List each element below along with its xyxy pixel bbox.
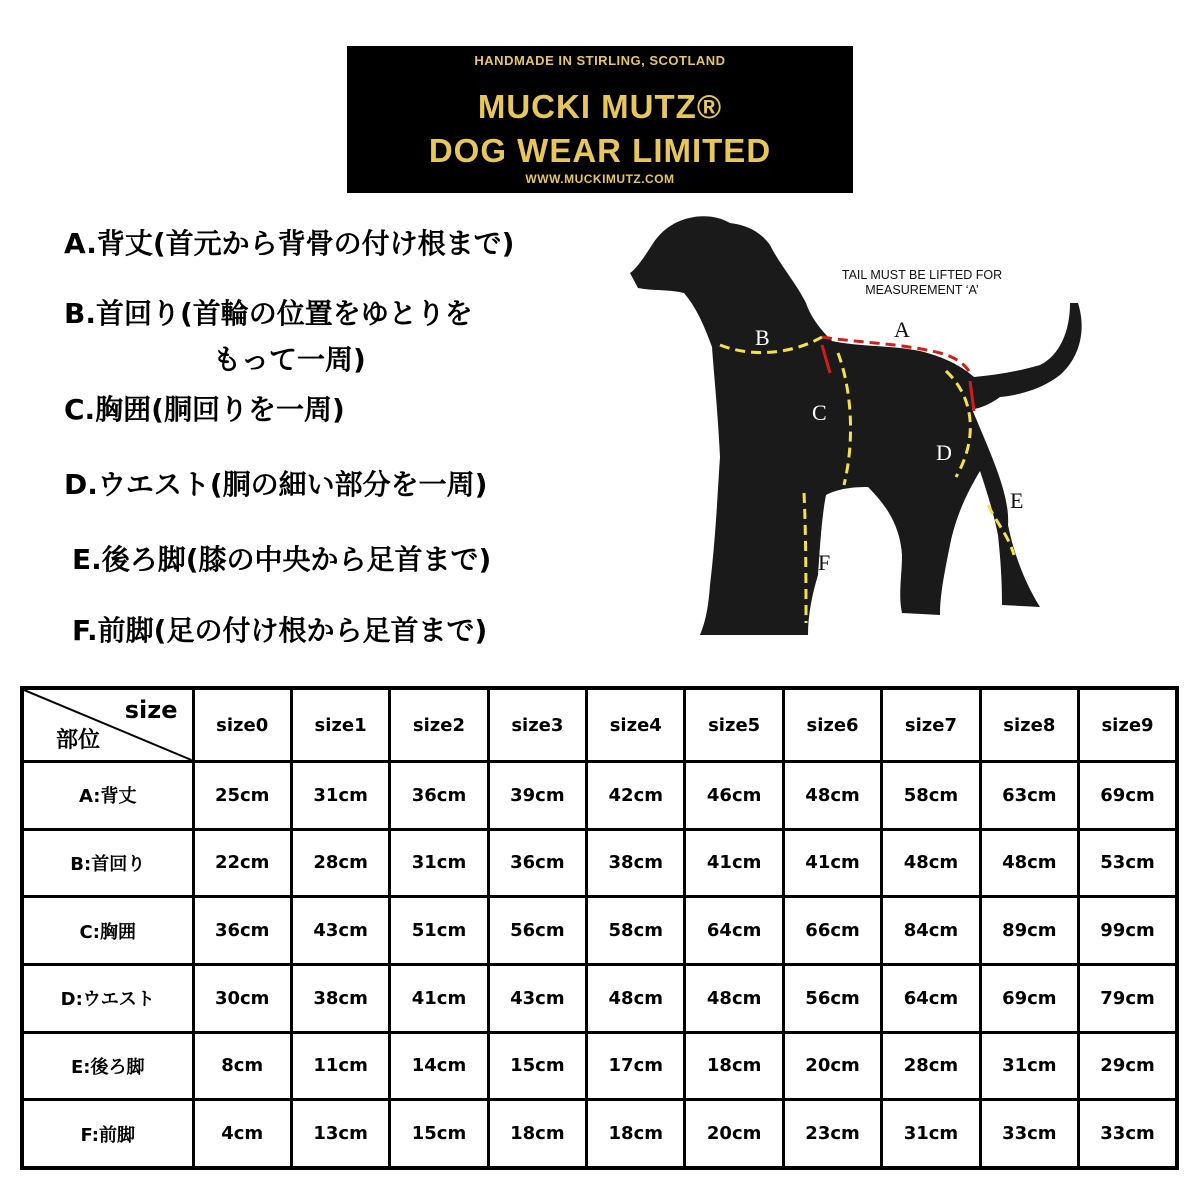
dog-measurement-diagram <box>600 195 1200 645</box>
diagram-label-a: A <box>894 317 910 342</box>
table-cell: 25cm <box>193 762 291 830</box>
table-cell: 23cm <box>783 1100 881 1168</box>
legend-d: D.ウエスト(胴の細い部分を一周) <box>64 468 488 501</box>
table-cell: 11cm <box>291 1032 389 1100</box>
brand-banner <box>347 46 853 193</box>
table-cell: 51cm <box>390 897 488 965</box>
table-cell: 28cm <box>291 829 389 897</box>
legend-f: F.前脚(足の付け根から足首まで) <box>72 614 488 647</box>
row-label: B:首回り <box>22 829 193 897</box>
diagram-label-c: C <box>812 400 827 425</box>
table-cell: 8cm <box>193 1032 291 1100</box>
table-cell: 18cm <box>685 1032 783 1100</box>
table-cell: 79cm <box>1079 964 1177 1032</box>
table-cell: 15cm <box>390 1100 488 1168</box>
table-cell: 20cm <box>783 1032 881 1100</box>
table-cell: 13cm <box>291 1100 389 1168</box>
table-cell: 63cm <box>980 762 1078 830</box>
table-cell: 36cm <box>488 829 586 897</box>
size-column-header: size9 <box>1079 688 1177 762</box>
table-cell: 69cm <box>1079 762 1177 830</box>
size-column-header: size6 <box>783 688 881 762</box>
table-cell: 28cm <box>882 1032 980 1100</box>
table-cell: 41cm <box>685 829 783 897</box>
brand-name: MUCKI MUTZ® <box>477 88 723 125</box>
table-cell: 41cm <box>783 829 881 897</box>
table-cell: 17cm <box>587 1032 685 1100</box>
size-column-header: size4 <box>587 688 685 762</box>
legend-c: C.胸囲(胴回りを一周) <box>64 393 345 426</box>
table-cell: 29cm <box>1079 1032 1177 1100</box>
legend-e: E.後ろ脚(膝の中央から足首まで) <box>72 543 492 576</box>
table-cell: 43cm <box>488 964 586 1032</box>
brand-company: DOG WEAR LIMITED <box>428 132 772 169</box>
table-cell: 89cm <box>980 897 1078 965</box>
table-cell: 48cm <box>587 964 685 1032</box>
size-table-body <box>22 762 1177 1169</box>
size-column-header: size0 <box>193 688 291 762</box>
table-cell: 33cm <box>980 1100 1078 1168</box>
table-row <box>22 829 1177 897</box>
tail-note-line2: MEASUREMENT ‘A’ <box>865 283 979 297</box>
table-row <box>22 964 1177 1032</box>
table-cell: 15cm <box>488 1032 586 1100</box>
diagram-label-e: E <box>1010 488 1024 513</box>
table-cell: 43cm <box>291 897 389 965</box>
size-column-header: size3 <box>488 688 586 762</box>
tail-note <box>812 268 1032 298</box>
brand-tagline: HANDMADE IN STIRLING, SCOTLAND <box>474 53 726 68</box>
table-row <box>22 897 1177 965</box>
table-cell: 56cm <box>488 897 586 965</box>
size-column-header: size2 <box>390 688 488 762</box>
table-cell: 31cm <box>291 762 389 830</box>
table-cell: 48cm <box>980 829 1078 897</box>
table-cell: 4cm <box>193 1100 291 1168</box>
table-cell: 84cm <box>882 897 980 965</box>
table-cell: 39cm <box>488 762 586 830</box>
legend-b-line2: もって一周) <box>213 343 366 376</box>
table-cell: 64cm <box>882 964 980 1032</box>
table-cell: 46cm <box>685 762 783 830</box>
table-cell: 36cm <box>193 897 291 965</box>
table-cell: 31cm <box>390 829 488 897</box>
size-table <box>20 686 1179 1170</box>
table-cell: 56cm <box>783 964 881 1032</box>
table-cell: 53cm <box>1079 829 1177 897</box>
size-column-header: size7 <box>882 688 980 762</box>
legend-a: A.背丈(首元から背骨の付け根まで) <box>64 227 515 260</box>
table-cell: 14cm <box>390 1032 488 1100</box>
table-cell: 66cm <box>783 897 881 965</box>
table-cell: 22cm <box>193 829 291 897</box>
table-cell: 64cm <box>685 897 783 965</box>
table-cell: 41cm <box>390 964 488 1032</box>
table-cell: 33cm <box>1079 1100 1177 1168</box>
table-corner <box>22 688 193 762</box>
table-cell: 42cm <box>587 762 685 830</box>
size-column-header: size5 <box>685 688 783 762</box>
tail-note-line1: TAIL MUST BE LIFTED FOR <box>841 268 1003 282</box>
corner-part-label: 部位 <box>56 728 101 753</box>
table-cell: 38cm <box>291 964 389 1032</box>
row-label: D:ウエスト <box>22 964 193 1032</box>
brand-url: WWW.MUCKIMUTZ.COM <box>525 172 675 186</box>
table-cell: 58cm <box>587 897 685 965</box>
table-cell: 58cm <box>882 762 980 830</box>
table-row <box>22 762 1177 830</box>
table-cell: 30cm <box>193 964 291 1032</box>
table-row <box>22 1100 1177 1168</box>
table-cell: 18cm <box>587 1100 685 1168</box>
diagram-label-d: D <box>936 440 952 465</box>
table-cell: 36cm <box>390 762 488 830</box>
size-column-header: size1 <box>291 688 389 762</box>
table-cell: 31cm <box>980 1032 1078 1100</box>
table-row <box>22 1032 1177 1100</box>
diagram-label-f: F <box>818 550 831 575</box>
table-cell: 20cm <box>685 1100 783 1168</box>
table-cell: 99cm <box>1079 897 1177 965</box>
diagram-label-b: B <box>755 325 770 350</box>
table-cell: 48cm <box>685 964 783 1032</box>
legend-b-line1: B.首回り(首輪の位置をゆとりを <box>64 297 473 330</box>
row-label: F:前脚 <box>22 1100 193 1168</box>
table-cell: 69cm <box>980 964 1078 1032</box>
row-label: A:背丈 <box>22 762 193 830</box>
row-label: C:胸囲 <box>22 897 193 965</box>
size-header-row <box>22 688 1177 762</box>
corner-size-label: size <box>124 696 178 724</box>
table-cell: 38cm <box>587 829 685 897</box>
table-cell: 48cm <box>882 829 980 897</box>
size-column-header: size8 <box>980 688 1078 762</box>
row-label: E:後ろ脚 <box>22 1032 193 1100</box>
table-cell: 48cm <box>783 762 881 830</box>
table-cell: 18cm <box>488 1100 586 1168</box>
table-cell: 31cm <box>882 1100 980 1168</box>
